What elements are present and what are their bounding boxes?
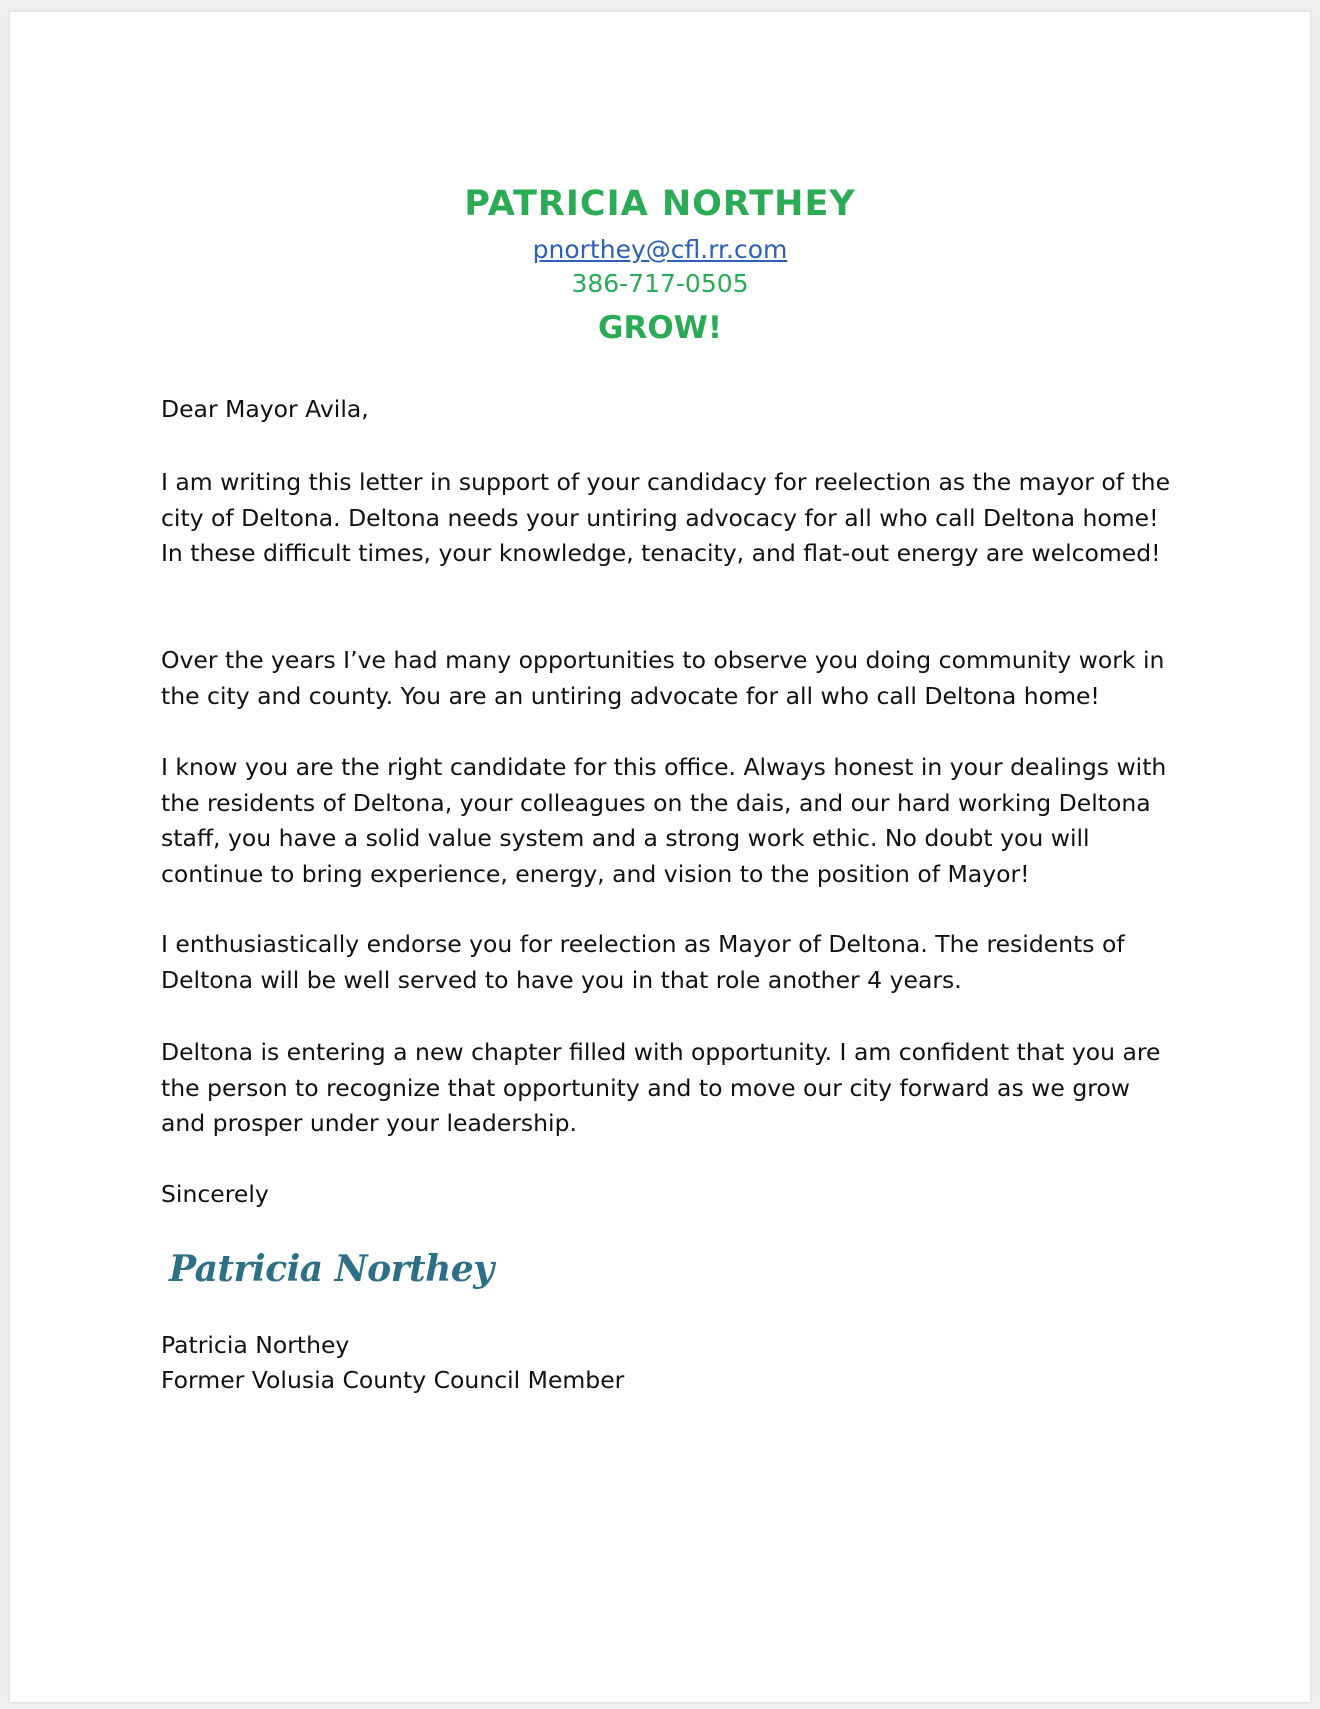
handwritten-signature: Patricia Northey [169,1248,494,1290]
letterhead-slogan: GROW! [598,310,722,346]
letterhead-name: PATRICIA NORTHEY [464,184,856,224]
body-paragraph: Deltona is entering a new chapter filled with opportunity. I am confident that you are the person to recognize that opportunity and to move our city forward as we grow and prosper under your leadership. [161,1038,1161,1137]
body-paragraph: Over the years I’ve had many opportunities to observe you doing community work in the city and county. You are an untiring advocate for all who call Deltona home! [161,646,1165,710]
letterhead-email-link[interactable]: pnorthey@cfl.rr.com [532,235,788,264]
signer-title: Former Volusia County Council Member [161,1366,625,1394]
closing: Sincerely [161,1180,269,1208]
body-paragraph: I am writing this letter in support of your candidacy for reelection as the mayor of the city of Deltona. Deltona needs your untiring advocacy for all who call Deltona home! In these difficult times, your knowledge, tenacity, and flat-out energy are welcomed! [161,468,1171,567]
body-paragraph: I enthusiastically endorse you for reelection as Mayor of Deltona. The residents of Deltona will be well served to have you in that role another 4 years. [161,930,1125,994]
body-paragraph: I know you are the right candidate for this office. Always honest in your dealings with the residents of Deltona, your colleagues on the dais, and our hard working Deltona staff, you have a solid value system and a strong work ethic. No doubt you will continue to bring experience, energy, and vision to the position of Mayor! [161,753,1167,888]
salutation: Dear Mayor Avila, [161,395,369,423]
letterhead-phone: 386-717-0505 [571,269,749,298]
signer-name: Patricia Northey [161,1331,350,1359]
letter-page [10,12,1310,1702]
